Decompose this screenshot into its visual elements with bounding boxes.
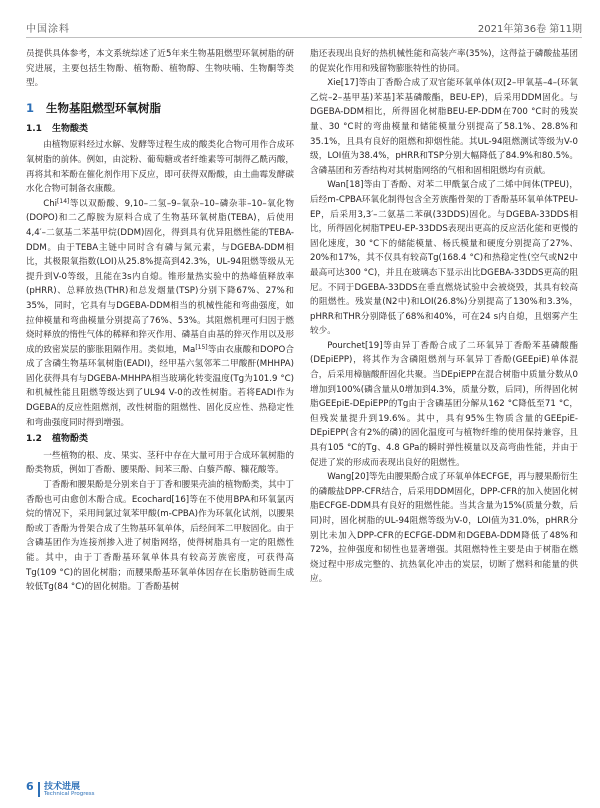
paragraph: 脂还表现出良好的热机械性能和高装产率(35%)，这得益于磷酸盐基团的促炭化作用和残留物膨胀特性的协同。 [310,49,578,74]
page-number: 6 [26,780,34,793]
paragraph: Wang[20]等先由腰果酚合成了环氧单体ECFGE，再与腰果酚衍生的磷酸盐DPP-CFR结合，后采用DDM固化，DPP-CFR的加入使固化树脂ECFGE-DDM具有良好的阻燃性能。当其含量为15%(质量分数，后同)时，固化树脂的UL-94阻燃等级为V-0，LOI值为31.0%，pHRR分别比未加入DPP-CFR的ECFGE-DDM和DGEBA-DDM降低了48%和72%，拉伸强度和韧性也显著增强。其阻燃特性主要是由于树脂在燃烧过程中形成完整的、抗热氧化冲击的炭层，切断了燃料和能量的供应。 [310,472,578,585]
page-footer [26,780,226,800]
text-run: Chi [43,198,58,209]
section-number: 1 [26,100,35,115]
paragraph: 一些植物的根、皮、果实、茎秆中存在大量可用于合成环氧树脂的酚类物质，例如丁香酚、腰果酚、间苯三酚、白藜芦醇、糠花酸等。 [26,450,294,476]
journal-name: 中国涂料 [26,24,70,35]
left-column [26,47,294,595]
paragraph: 由植物原料经过水解、发酵等过程生成的酸类化合物可用作合成环氧树脂的前体。例如，由淀粉、葡萄糖或者纤维素等可制得乙酰丙酸，再将其和苯酚在催化剂作用下反应，即可获得双酚酸，由土曲霉发酵碳水化合物可制备衣康酸。 [26,140,294,195]
column-name-english: Technical Progress [44,791,95,797]
subsection-title: 生物酸类 [51,123,88,134]
subsection-number: 1.1 [26,123,42,134]
right-column [310,47,578,587]
section-heading [26,100,294,116]
citation: [14] [57,197,70,205]
text-run: 等由衣康酸和DOPO合成了含磷生物基环氧树脂(EADI)，经甲基六氢邻苯二甲酸酐(MHHPA)固化获得具有与DGEBA-MHHPA相当玻璃化转变温度(Tg为101.9 °C)和机械性能且阻燃等级达到了UL94 V-0的改性树脂。若将EADI作为DGEBA的反应性阻燃剂，改性树脂的阻燃性、固化反应性、热稳定性和弯曲强度同时得到增强。 [26,344,294,428]
subsection-title: 植物酚类 [51,434,88,445]
citation: [15] [195,343,208,351]
header-divider [26,37,582,38]
subsection-heading [26,122,294,137]
paragraph: Xie[17]等由丁香酚合成了双官能环氧单体(双[2–甲氧基–4–(环氧乙烷–2–基甲基)苯基]苯基磷酸酯，BEU-EP)，后采用DDM固化。与DGEBA-DDM相比，所得固化树脂BEU-EP-DDM在700 °C时的残炭量、30 °C时的弯曲模量和储能模量分别提高了58.1%、28.8%和35.1%，且具有良好的阻燃和抑烟性能。其UL-94阻燃测试等级为V-0级，LOI值为38.4%，pHRR和TSP分别大幅降低了84.9%和80.5%。含磷基团和芳香结构对其树脂网络的气相和固相阻燃均有贡献。 [310,78,578,176]
text-run: 等以双酚酸、9,10–二氢–9–氧杂–10–磷杂菲–10–氧化物(DOPO)和二乙醇胺为原料合成了生物基环氧树脂(TEBA)，后使用4,4′–二氨基二苯基甲烷(DDM)固化，得到具有优异阻燃性能的TEBA-DDM。由于TEBA主链中同时含有磷与氮元素，与DGEBA-DDM相比，其极限氧指数(LOI)从25.8%提高到42.3%，UL-94阻燃等级从无提升到V-0等级，且能在3s内自熄。锥形量热实验中的热峰值释放率(pHRR)、总释放热(THR)和总发烟量(TSP)分别下降67%、27%和35%，同时，它具有与DGEBA-DDM相当的机械性能和弯曲强度，如拉伸模量和弯曲模量分别提高了76%、53%。其阻燃机理可归因于燃烧时释放的惰性气体的稀释和猝灭作用、磷基自由基的猝灭作用以及形成的致密炭层的膨胀阻隔作用。类似地，Ma [26,198,294,355]
paragraph: 员提供具体参考，本文系统综述了近5年来生物基阻燃型环氧树脂的研究进展，主要包括生物酚、植物酚、植物醇、生物呋喃、生物酮等类型。 [26,49,294,89]
section-title: 生物基阻燃型环氧树脂 [46,100,162,115]
subsection-number: 1.2 [26,434,42,445]
subsection-heading [26,432,294,447]
paragraph: Wan[18]等由丁香酚、对苯二甲酰氯合成了二烯中间体(TPEU)，后经m-CPBA环氧化制得包含全芳族酯骨架的丁香酚基环氧单体TPEU-EP，后采用3,3′–二氨基二苯砜(33DDS)固化。与DGEBA-33DDS相比，所得固化树脂TPEU-EP-33DDS表现出更高的反应活化能和更慢的固化速度，30 °C下的储能模量、杨氏模量和硬度分别提高了27%、20%和17%，其不仅具有较高Tg(168.4 °C)和热稳定性(空气或N2中最高可达300 °C)，并且在玻璃态下显示出比DGEBA-33DDS更高的阻尼。不同于DGEBA-33DDS在垂直燃烧试验中会被烧毁，其具有较高的阻燃性。残炭量(N2中)和LOI(26.8%)分别提高了130%和3.3%，pHRR和THR分别降低了68%和40%，可在24 s内自熄，且烟雾产生较少。 [310,180,578,337]
paragraph [26,197,294,431]
column-name: 技术进展 [44,782,81,792]
running-header [26,18,582,36]
issue-info: 2021年第36卷 第11期 [477,24,582,35]
paragraph: Pourchet[19]等由异丁香酚合成了二环氧异丁香酚苯基磷酸酯(DEpiEPP)，将其作为含磷阻燃剂与环氧异丁香酚(GEEpiE)单体混合，后采用樟脑酸酐固化共聚。当DEpiEPP在混合树脂中质量分数从0增加到100%(磷含量从0增加到4.3%，质量分数，后同)，所得固化树脂GEEpiE-DEpiEPP的Tg由于含磷基团分解从162 °C降低至71 °C，但残炭量提升到19.6%。其中，具有95%生物质含量的GEEpiE-DEpiEPP(含有2%的磷)的固化温度可与植物纤维的使用保持兼容，且具有105 °C的Tg、4.8 GPa的瞬时弹性模量以及高弯曲性能，并由于促进了炭的形成而表现出良好的阻燃性。 [310,340,578,468]
footer-bar [38,782,40,797]
paragraph: 丁香酚和腰果酚是分别来自于丁香和腰果壳油的植物酚类，其中丁香酚也可由愈创木酚合成。Ecochard[16]等在不使用BPA和环氧氯丙烷的情况下，采用间氯过氧苯甲酸(m-CPBA)作为环氧化试剂，以腰果酚或丁香酚为骨架合成了生物基环氧单体，后经间苯二甲胺固化。由于含磷基团作为连接剂掺入进了树脂网络，使得树脂具有一定的阻燃性能。其中，由于丁香酚基环氧单体具有较高芳族密度，可获得高Tg(109 °C)的固化树脂；而腰果酚基环氧单体因存在长脂肪链而生成较低Tg(84 °C)的固化树脂。丁香酚基树 [26,480,294,593]
